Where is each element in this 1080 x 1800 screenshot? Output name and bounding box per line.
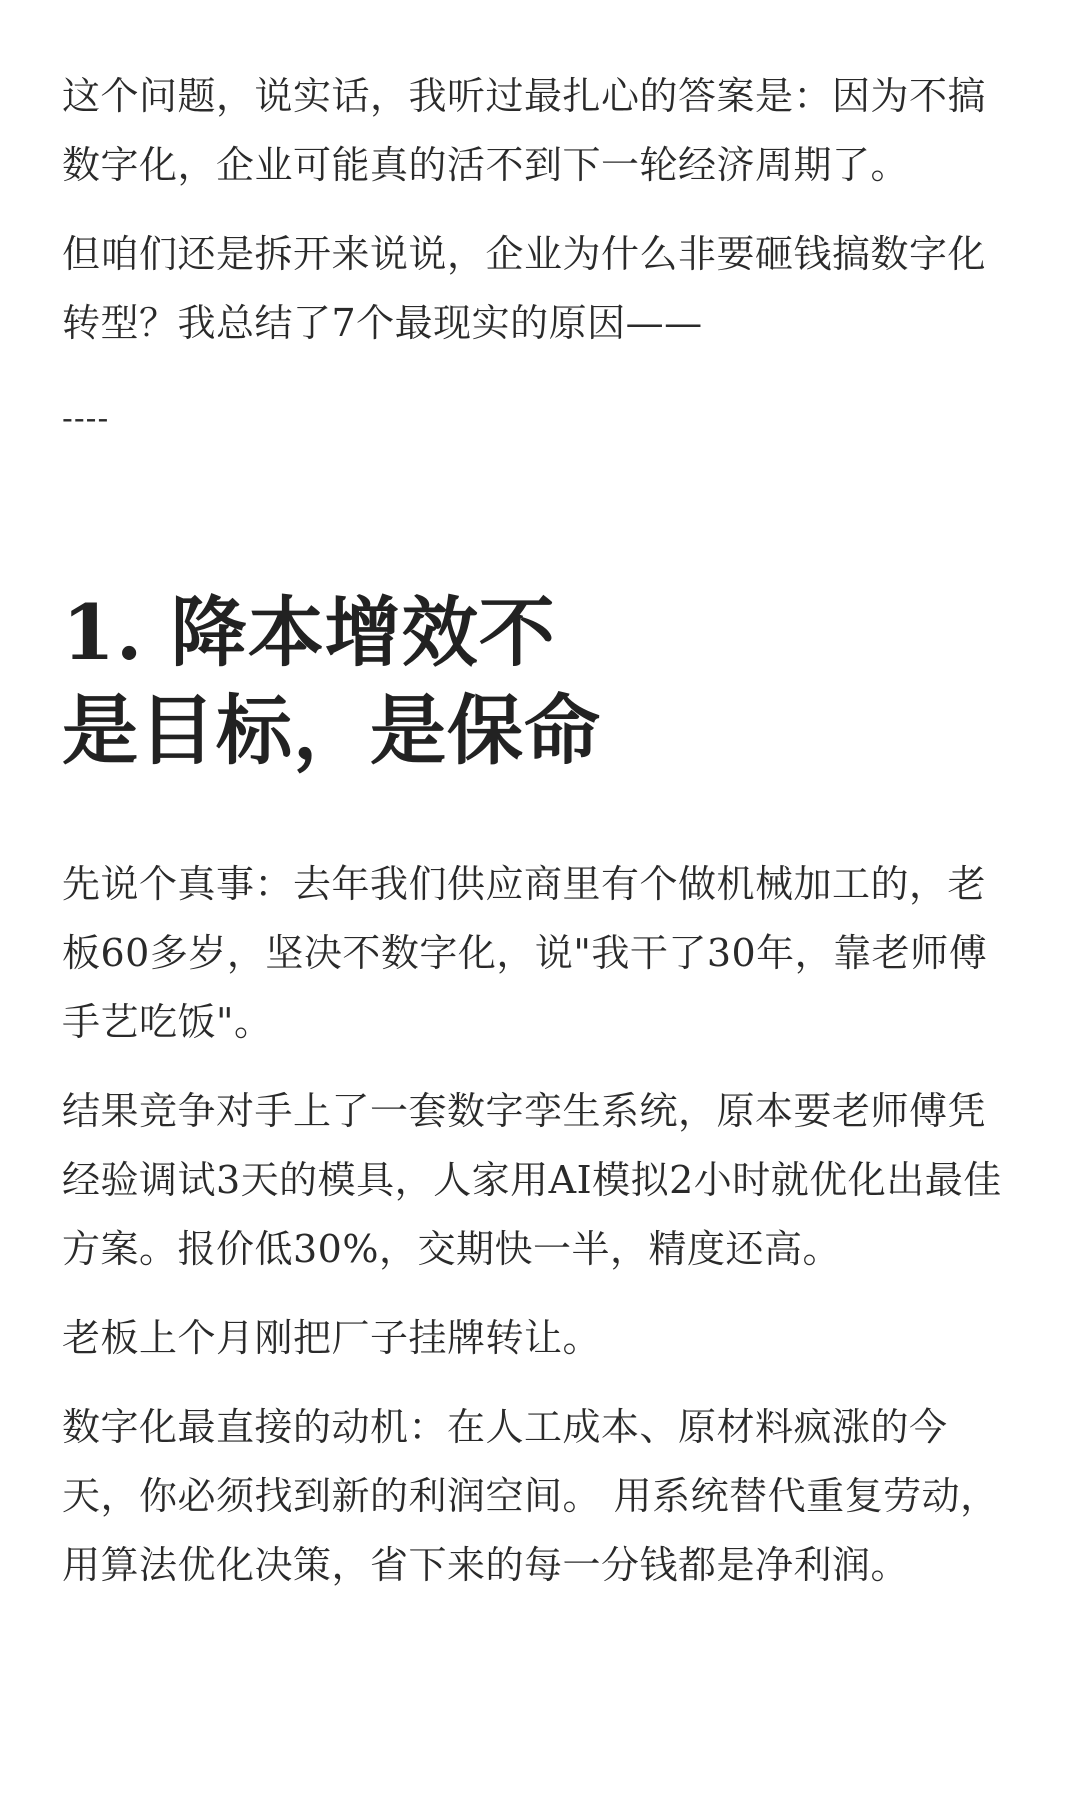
section-1-paragraph-2: 结果竞争对手上了一套数字孪生系统，原本要老师傅凭经验调试3天的模具，人家用AI模拟2小时就优化出最佳方案。报价低30%，交期快一半，精度还高。 bbox=[62, 1089, 1002, 1271]
intro-paragraph-1: 这个问题，说实话，我听过最扎心的答案是：因为不搞数字化，企业可能真的活不到下一轮经济周期了。 bbox=[62, 74, 987, 187]
section-1-paragraph-1: 先说个真事：去年我们供应商里有个做机械加工的，老板60多岁，坚决不数字化，说"我干了30年，靠老师傅手艺吃饭"。 bbox=[62, 862, 988, 1044]
section-1-body bbox=[62, 850, 1018, 1600]
intro-paragraph-2: 但咱们还是拆开来说说，企业为什么非要砸钱搞数字化转型？我总结了7个最现实的原因—— bbox=[62, 232, 987, 345]
section-1-paragraph-3: 老板上个月刚把厂子挂牌转让。 bbox=[62, 1316, 602, 1360]
section-divider: ---- bbox=[62, 399, 110, 437]
section-1-heading: 1. 降本增效不是目标，是保命 bbox=[62, 588, 601, 775]
section-1-paragraph-4: 数字化最直接的动机：在人工成本、原材料疯涨的今天，你必须找到新的利润空间。 用系统替代重复劳动，用算法优化决策，省下来的每一分钱都是净利润。 bbox=[62, 1405, 999, 1587]
